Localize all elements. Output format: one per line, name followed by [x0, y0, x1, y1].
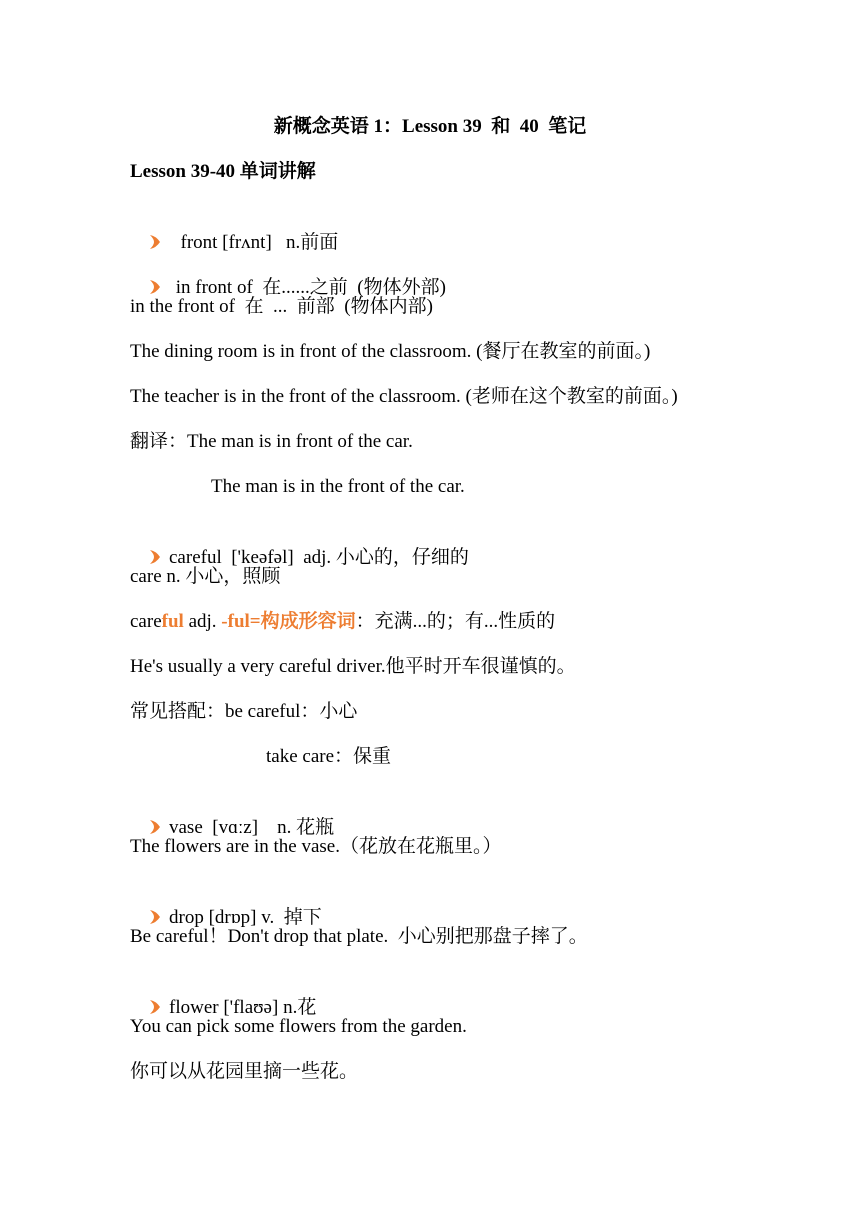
word-formation-rule — [130, 609, 555, 635]
vocab-careful-text: careful ['keəfəl] adj. 小心的，仔细的 — [169, 547, 469, 568]
example-dining: The dining room is in front of the classroom. (餐厅在教室的前面。) — [130, 341, 651, 362]
vocab-care: care n. 小心，照顾 — [130, 566, 281, 587]
vocab-front-text: front [frʌnt] n.前面 — [171, 232, 339, 253]
orange-arrow-bullet-icon — [149, 909, 161, 925]
collocation-line-1: 常见搭配：be careful：小心 — [130, 701, 358, 722]
careful-suffix: ful — [161, 611, 184, 632]
example-teacher: The teacher is in the front of the classroom. (老师在这个教室的前面。) — [130, 386, 678, 407]
collocation-line-2: take care：保重 — [266, 746, 392, 767]
vocab-in-front-of-text: in front of 在......之前 (物体外部) — [171, 277, 446, 298]
page-title: 新概念英语 1：Lesson 39 和 40 笔记 — [273, 116, 587, 137]
example-flower: You can pick some flowers from the garden. — [130, 1016, 467, 1037]
orange-arrow-bullet-icon — [149, 234, 161, 250]
ful-rule: -ful=构成形容词 — [221, 611, 356, 632]
vocab-flower-text: flower ['flaʊə] n.花 — [169, 997, 317, 1018]
orange-arrow-bullet-icon — [149, 819, 161, 835]
example-drop: Be careful！Don't drop that plate. 小心别把那盘子摔了。 — [130, 926, 588, 947]
example-vase: The flowers are in the vase.（花放在花瓶里。） — [130, 836, 502, 857]
careful-prefix: care — [130, 611, 162, 632]
orange-arrow-bullet-icon — [149, 279, 161, 295]
translate-line-1: 翻译：The man is in front of the car. — [130, 431, 413, 452]
ful-rule-meaning: ：充满...的；有...性质的 — [355, 611, 556, 632]
vocab-drop-text: drop [drɒp] v. 掉下 — [169, 907, 322, 928]
example-flower-translation: 你可以从花园里摘一些花。 — [130, 1061, 359, 1082]
orange-arrow-bullet-icon — [149, 549, 161, 565]
vocab-vase-text: vase [vɑːz] n. 花瓶 — [169, 817, 335, 838]
translate-line-2: The man is in the front of the car. — [211, 476, 465, 497]
orange-arrow-bullet-icon — [149, 999, 161, 1015]
vocab-in-the-front-of: in the front of 在 ... 前部 (物体内部) — [130, 296, 433, 317]
careful-adj: adj. — [183, 611, 222, 632]
section-heading: Lesson 39-40 单词讲解 — [130, 161, 316, 182]
example-driver: He's usually a very careful driver.他平时开车很谨慎的。 — [130, 656, 576, 677]
